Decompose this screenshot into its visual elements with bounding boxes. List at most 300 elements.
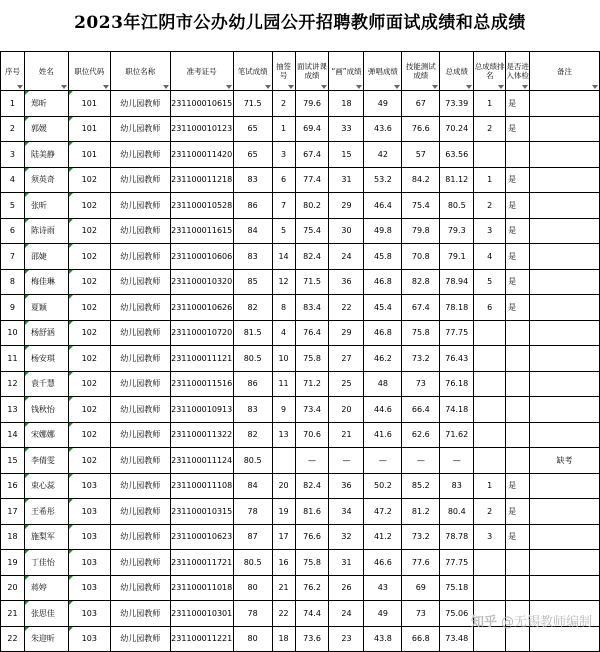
cell-singing-score[interactable]: 43.6	[364, 116, 402, 142]
cell-name[interactable]: 夏颖	[24, 295, 68, 321]
cell-singing-score[interactable]: 46.8	[364, 320, 402, 346]
cell-total-score[interactable]: 79.1	[440, 244, 474, 270]
cell-singing-score[interactable]: 41.2	[364, 524, 402, 550]
cell-ticket-number[interactable]: 231100010720	[170, 320, 233, 346]
cell-singing-score[interactable]: 49.8	[364, 218, 402, 244]
cell-draw-number[interactable]: 9	[272, 397, 295, 423]
cell-skill-score[interactable]: —	[402, 448, 440, 474]
cell-skill-score[interactable]: 75.4	[402, 193, 440, 219]
filter-dropdown-icon[interactable]	[265, 85, 271, 89]
cell-singing-score[interactable]: 43	[364, 575, 402, 601]
cell-draw-number[interactable]: 10	[272, 346, 295, 372]
cell-drawing-score[interactable]: 18	[329, 91, 364, 117]
cell-lecture-score[interactable]: 74.4	[295, 601, 329, 627]
cell-total-score[interactable]: 83	[440, 473, 474, 499]
cell-position-name[interactable]: 幼儿园教师	[110, 91, 170, 117]
cell-position-code[interactable]: 103	[68, 575, 110, 601]
cell-physical-exam[interactable]	[506, 346, 530, 372]
cell-index[interactable]: 7	[1, 244, 25, 270]
cell-ticket-number[interactable]: 231100011018	[170, 575, 233, 601]
cell-index[interactable]: 6	[1, 218, 25, 244]
cell-physical-exam[interactable]: 是	[506, 524, 530, 550]
cell-draw-number[interactable]: 7	[272, 193, 295, 219]
cell-remarks[interactable]	[530, 397, 600, 423]
cell-lecture-score[interactable]: 75.8	[295, 346, 329, 372]
cell-remarks[interactable]: 缺考	[530, 448, 600, 474]
cell-skill-score[interactable]: 57	[402, 142, 440, 168]
cell-index[interactable]: 17	[1, 499, 25, 525]
cell-position-name[interactable]: 幼儿园教师	[110, 626, 170, 652]
cell-skill-score[interactable]: 84.2	[402, 167, 440, 193]
cell-ticket-number[interactable]: 231100011124	[170, 448, 233, 474]
cell-ticket-number[interactable]: 231100010315	[170, 499, 233, 525]
cell-position-name[interactable]: 幼儿园教师	[110, 473, 170, 499]
cell-skill-score[interactable]: 81.2	[402, 499, 440, 525]
cell-ticket-number[interactable]: 231100011218	[170, 167, 233, 193]
filter-dropdown-icon[interactable]	[394, 85, 400, 89]
cell-physical-exam[interactable]: 是	[506, 269, 530, 295]
cell-drawing-score[interactable]: 26	[329, 575, 364, 601]
cell-name[interactable]: 郑昕	[24, 91, 68, 117]
cell-singing-score[interactable]: 50.2	[364, 473, 402, 499]
cell-lecture-score[interactable]: 76.4	[295, 320, 329, 346]
cell-total-rank[interactable]: 6	[474, 295, 506, 321]
filter-dropdown-icon[interactable]	[103, 85, 109, 89]
cell-physical-exam[interactable]: 是	[506, 244, 530, 270]
cell-position-name[interactable]: 幼儿园教师	[110, 601, 170, 627]
cell-position-code[interactable]: 102	[68, 448, 110, 474]
cell-remarks[interactable]	[530, 346, 600, 372]
cell-drawing-score[interactable]: 20	[329, 397, 364, 423]
cell-total-rank[interactable]: 2	[474, 116, 506, 142]
cell-name[interactable]: 施梨军	[24, 524, 68, 550]
cell-total-rank[interactable]	[474, 320, 506, 346]
cell-singing-score[interactable]: 49	[364, 601, 402, 627]
cell-lecture-score[interactable]: 73.4	[295, 397, 329, 423]
cell-name[interactable]: 陆美静	[24, 142, 68, 168]
filter-dropdown-icon[interactable]	[498, 85, 504, 89]
cell-total-rank[interactable]	[474, 448, 506, 474]
cell-lecture-score[interactable]: 67.4	[295, 142, 329, 168]
cell-drawing-score[interactable]: 24	[329, 601, 364, 627]
cell-total-score[interactable]: 80.4	[440, 499, 474, 525]
cell-singing-score[interactable]: —	[364, 448, 402, 474]
header-skill-score[interactable]	[402, 52, 440, 91]
cell-index[interactable]: 22	[1, 626, 25, 652]
cell-ticket-number[interactable]: 231100011420	[170, 142, 233, 168]
cell-drawing-score[interactable]: 34	[329, 499, 364, 525]
cell-name[interactable]: 杨舒涵	[24, 320, 68, 346]
cell-physical-exam[interactable]: 是	[506, 91, 530, 117]
cell-ticket-number[interactable]: 231100010606	[170, 244, 233, 270]
cell-singing-score[interactable]: 48	[364, 371, 402, 397]
cell-total-rank[interactable]: 1	[474, 167, 506, 193]
cell-written-score[interactable]: 82	[233, 295, 272, 321]
cell-written-score[interactable]: 85	[233, 269, 272, 295]
cell-draw-number[interactable]: 14	[272, 244, 295, 270]
cell-position-code[interactable]: 101	[68, 116, 110, 142]
cell-remarks[interactable]	[530, 244, 600, 270]
cell-lecture-score[interactable]: 83.4	[295, 295, 329, 321]
cell-written-score[interactable]: 83	[233, 167, 272, 193]
cell-total-score[interactable]: 75.18	[440, 575, 474, 601]
cell-total-score[interactable]: 79.3	[440, 218, 474, 244]
cell-physical-exam[interactable]: 是	[506, 193, 530, 219]
cell-physical-exam[interactable]	[506, 397, 530, 423]
cell-name[interactable]: 张思佳	[24, 601, 68, 627]
cell-total-score[interactable]: 74.18	[440, 397, 474, 423]
cell-remarks[interactable]	[530, 371, 600, 397]
cell-position-name[interactable]: 幼儿园教师	[110, 167, 170, 193]
cell-index[interactable]: 20	[1, 575, 25, 601]
cell-name[interactable]: 宋娜娜	[24, 422, 68, 448]
cell-written-score[interactable]: 80.5	[233, 448, 272, 474]
cell-skill-score[interactable]: 73.2	[402, 346, 440, 372]
cell-remarks[interactable]	[530, 116, 600, 142]
cell-total-score[interactable]: 77.75	[440, 550, 474, 576]
cell-written-score[interactable]: 86	[233, 371, 272, 397]
cell-name[interactable]: 张昕	[24, 193, 68, 219]
cell-ticket-number[interactable]: 231100010615	[170, 91, 233, 117]
cell-position-code[interactable]: 103	[68, 473, 110, 499]
cell-remarks[interactable]	[530, 524, 600, 550]
filter-dropdown-icon[interactable]	[17, 85, 23, 89]
cell-ticket-number[interactable]: 231100010913	[170, 397, 233, 423]
cell-draw-number[interactable]: 5	[272, 218, 295, 244]
cell-position-name[interactable]: 幼儿园教师	[110, 269, 170, 295]
cell-skill-score[interactable]: 82.8	[402, 269, 440, 295]
cell-singing-score[interactable]: 53.2	[364, 167, 402, 193]
cell-written-score[interactable]: 83	[233, 397, 272, 423]
cell-position-code[interactable]: 101	[68, 142, 110, 168]
cell-skill-score[interactable]: 85.2	[402, 473, 440, 499]
header-name[interactable]	[24, 52, 68, 91]
cell-name[interactable]: 朱迎昕	[24, 626, 68, 652]
cell-lecture-score[interactable]: 76.2	[295, 575, 329, 601]
cell-written-score[interactable]: 80	[233, 575, 272, 601]
cell-name[interactable]: 束心蕊	[24, 473, 68, 499]
cell-singing-score[interactable]: 46.6	[364, 550, 402, 576]
cell-physical-exam[interactable]: 是	[506, 473, 530, 499]
cell-total-score[interactable]: 78.18	[440, 295, 474, 321]
cell-drawing-score[interactable]: 33	[329, 116, 364, 142]
cell-drawing-score[interactable]: 31	[329, 167, 364, 193]
cell-written-score[interactable]: 87	[233, 524, 272, 550]
cell-position-name[interactable]: 幼儿园教师	[110, 346, 170, 372]
cell-position-name[interactable]: 幼儿园教师	[110, 422, 170, 448]
filter-dropdown-icon[interactable]	[61, 85, 67, 89]
header-index[interactable]	[1, 52, 25, 91]
cell-skill-score[interactable]: 69	[402, 575, 440, 601]
cell-physical-exam[interactable]	[506, 550, 530, 576]
cell-ticket-number[interactable]: 231100010528	[170, 193, 233, 219]
cell-ticket-number[interactable]: 231100011516	[170, 371, 233, 397]
cell-draw-number[interactable]: 6	[272, 167, 295, 193]
header-position-name[interactable]	[110, 52, 170, 91]
cell-position-name[interactable]: 幼儿园教师	[110, 524, 170, 550]
cell-draw-number[interactable]: 1	[272, 116, 295, 142]
cell-physical-exam[interactable]: 是	[506, 295, 530, 321]
cell-draw-number[interactable]: 11	[272, 371, 295, 397]
header-singing-score[interactable]	[364, 52, 402, 91]
cell-total-score[interactable]: 81.12	[440, 167, 474, 193]
cell-drawing-score[interactable]: 30	[329, 218, 364, 244]
filter-dropdown-icon[interactable]	[466, 85, 472, 89]
cell-index[interactable]: 3	[1, 142, 25, 168]
cell-ticket-number[interactable]: 231100010301	[170, 601, 233, 627]
cell-drawing-score[interactable]: 23	[329, 626, 364, 652]
filter-dropdown-icon[interactable]	[163, 85, 169, 89]
cell-index[interactable]: 11	[1, 346, 25, 372]
cell-index[interactable]: 18	[1, 524, 25, 550]
cell-lecture-score[interactable]: 82.4	[295, 473, 329, 499]
cell-total-rank[interactable]	[474, 142, 506, 168]
cell-drawing-score[interactable]: 36	[329, 473, 364, 499]
cell-remarks[interactable]	[530, 218, 600, 244]
cell-lecture-score[interactable]: 76.6	[295, 524, 329, 550]
filter-dropdown-icon[interactable]	[226, 85, 232, 89]
cell-total-rank[interactable]: 1	[474, 473, 506, 499]
header-lecture-score[interactable]	[295, 52, 329, 91]
cell-total-score[interactable]: 77.75	[440, 320, 474, 346]
cell-draw-number[interactable]: 20	[272, 473, 295, 499]
cell-ticket-number[interactable]: 231100010626	[170, 295, 233, 321]
cell-lecture-score[interactable]: 73.6	[295, 626, 329, 652]
cell-drawing-score[interactable]: 21	[329, 422, 364, 448]
filter-dropdown-icon[interactable]	[522, 85, 528, 89]
cell-index[interactable]: 15	[1, 448, 25, 474]
cell-lecture-score[interactable]: 75.8	[295, 550, 329, 576]
cell-written-score[interactable]: 83	[233, 244, 272, 270]
cell-total-score[interactable]: 63.56	[440, 142, 474, 168]
cell-total-rank[interactable]	[474, 371, 506, 397]
cell-name[interactable]: 杨安琪	[24, 346, 68, 372]
cell-total-score[interactable]: 80.5	[440, 193, 474, 219]
cell-physical-exam[interactable]	[506, 320, 530, 346]
cell-name[interactable]: 邵婕	[24, 244, 68, 270]
cell-skill-score[interactable]: 67	[402, 91, 440, 117]
cell-lecture-score[interactable]: 71.2	[295, 371, 329, 397]
cell-position-code[interactable]: 102	[68, 346, 110, 372]
cell-position-name[interactable]: 幼儿园教师	[110, 244, 170, 270]
cell-draw-number[interactable]: 13	[272, 422, 295, 448]
cell-drawing-score[interactable]: 27	[329, 346, 364, 372]
cell-skill-score[interactable]: 77.6	[402, 550, 440, 576]
cell-position-code[interactable]: 102	[68, 218, 110, 244]
filter-dropdown-icon[interactable]	[592, 85, 598, 89]
cell-position-name[interactable]: 幼儿园教师	[110, 575, 170, 601]
cell-index[interactable]: 9	[1, 295, 25, 321]
cell-draw-number[interactable]: 4	[272, 320, 295, 346]
cell-position-name[interactable]: 幼儿园教师	[110, 295, 170, 321]
header-total-score[interactable]	[440, 52, 474, 91]
cell-singing-score[interactable]: 41.6	[364, 422, 402, 448]
cell-singing-score[interactable]: 46.4	[364, 193, 402, 219]
cell-remarks[interactable]	[530, 575, 600, 601]
cell-lecture-score[interactable]: 70.6	[295, 422, 329, 448]
cell-total-rank[interactable]: 2	[474, 193, 506, 219]
cell-name[interactable]: 袁千慧	[24, 371, 68, 397]
cell-drawing-score[interactable]: 29	[329, 193, 364, 219]
cell-written-score[interactable]: 80.5	[233, 346, 272, 372]
cell-draw-number[interactable]: 22	[272, 601, 295, 627]
cell-written-score[interactable]: 84	[233, 218, 272, 244]
cell-position-name[interactable]: 幼儿园教师	[110, 550, 170, 576]
cell-draw-number[interactable]: 2	[272, 91, 295, 117]
cell-position-name[interactable]: 幼儿园教师	[110, 142, 170, 168]
cell-singing-score[interactable]: 45.4	[364, 295, 402, 321]
cell-physical-exam[interactable]	[506, 575, 530, 601]
cell-drawing-score[interactable]: 24	[329, 244, 364, 270]
header-draw-number[interactable]	[272, 52, 295, 91]
header-physical-exam[interactable]	[506, 52, 530, 91]
cell-lecture-score[interactable]: 69.4	[295, 116, 329, 142]
cell-total-score[interactable]: —	[440, 448, 474, 474]
cell-skill-score[interactable]: 73	[402, 601, 440, 627]
cell-drawing-score[interactable]: 32	[329, 524, 364, 550]
header-total-rank[interactable]	[474, 52, 506, 91]
cell-ticket-number[interactable]: 231100011221	[170, 626, 233, 652]
cell-singing-score[interactable]: 47.2	[364, 499, 402, 525]
cell-lecture-score[interactable]: 75.4	[295, 218, 329, 244]
cell-index[interactable]: 12	[1, 371, 25, 397]
cell-skill-score[interactable]: 70.8	[402, 244, 440, 270]
cell-total-rank[interactable]	[474, 575, 506, 601]
cell-remarks[interactable]	[530, 295, 600, 321]
cell-written-score[interactable]: 86	[233, 193, 272, 219]
cell-written-score[interactable]: 84	[233, 473, 272, 499]
cell-draw-number[interactable]: 21	[272, 575, 295, 601]
cell-drawing-score[interactable]: 22	[329, 295, 364, 321]
cell-written-score[interactable]: 78	[233, 499, 272, 525]
header-drawing-score[interactable]	[329, 52, 364, 91]
cell-singing-score[interactable]: 42	[364, 142, 402, 168]
cell-position-code[interactable]: 103	[68, 524, 110, 550]
cell-draw-number[interactable]: 17	[272, 524, 295, 550]
cell-position-code[interactable]: 102	[68, 167, 110, 193]
cell-name[interactable]: 钱秋怡	[24, 397, 68, 423]
cell-lecture-score[interactable]: 81.6	[295, 499, 329, 525]
cell-total-rank[interactable]: 3	[474, 524, 506, 550]
cell-written-score[interactable]: 65	[233, 142, 272, 168]
cell-remarks[interactable]	[530, 422, 600, 448]
filter-dropdown-icon[interactable]	[321, 85, 327, 89]
cell-physical-exam[interactable]: 是	[506, 499, 530, 525]
cell-draw-number[interactable]	[272, 448, 295, 474]
cell-skill-score[interactable]: 76.6	[402, 116, 440, 142]
cell-skill-score[interactable]: 75.8	[402, 320, 440, 346]
cell-position-name[interactable]: 幼儿园教师	[110, 218, 170, 244]
cell-position-code[interactable]: 101	[68, 91, 110, 117]
cell-physical-exam[interactable]	[506, 142, 530, 168]
cell-total-rank[interactable]: 2	[474, 499, 506, 525]
cell-written-score[interactable]: 71.5	[233, 91, 272, 117]
cell-ticket-number[interactable]: 231100011108	[170, 473, 233, 499]
cell-index[interactable]: 8	[1, 269, 25, 295]
cell-index[interactable]: 21	[1, 601, 25, 627]
header-remarks[interactable]	[530, 52, 600, 91]
cell-total-score[interactable]: 76.18	[440, 371, 474, 397]
cell-position-name[interactable]: 幼儿园教师	[110, 320, 170, 346]
cell-ticket-number[interactable]: 231100011322	[170, 422, 233, 448]
cell-total-score[interactable]: 75.06	[440, 601, 474, 627]
header-position-code[interactable]	[68, 52, 110, 91]
cell-drawing-score[interactable]: —	[329, 448, 364, 474]
cell-draw-number[interactable]: 3	[272, 142, 295, 168]
cell-name[interactable]: 丁佳怡	[24, 550, 68, 576]
cell-physical-exam[interactable]: 是	[506, 218, 530, 244]
cell-skill-score[interactable]: 66.4	[402, 397, 440, 423]
cell-position-name[interactable]: 幼儿园教师	[110, 448, 170, 474]
cell-written-score[interactable]: 80	[233, 626, 272, 652]
cell-remarks[interactable]	[530, 320, 600, 346]
cell-lecture-score[interactable]: 77.4	[295, 167, 329, 193]
cell-draw-number[interactable]: 16	[272, 550, 295, 576]
cell-skill-score[interactable]: 79.8	[402, 218, 440, 244]
cell-skill-score[interactable]: 73	[402, 371, 440, 397]
cell-total-score[interactable]: 76.43	[440, 346, 474, 372]
cell-lecture-score[interactable]: 71.5	[295, 269, 329, 295]
cell-remarks[interactable]	[530, 499, 600, 525]
cell-ticket-number[interactable]: 231100010123	[170, 116, 233, 142]
cell-physical-exam[interactable]: 是	[506, 167, 530, 193]
cell-index[interactable]: 13	[1, 397, 25, 423]
cell-lecture-score[interactable]: —	[295, 448, 329, 474]
cell-written-score[interactable]: 65	[233, 116, 272, 142]
cell-position-code[interactable]: 103	[68, 601, 110, 627]
filter-dropdown-icon[interactable]	[432, 85, 438, 89]
cell-index[interactable]: 16	[1, 473, 25, 499]
cell-draw-number[interactable]: 19	[272, 499, 295, 525]
cell-physical-exam[interactable]	[506, 371, 530, 397]
cell-skill-score[interactable]: 66.8	[402, 626, 440, 652]
cell-position-code[interactable]: 102	[68, 422, 110, 448]
cell-position-code[interactable]: 102	[68, 295, 110, 321]
cell-drawing-score[interactable]: 36	[329, 269, 364, 295]
cell-written-score[interactable]: 82	[233, 422, 272, 448]
cell-skill-score[interactable]: 67.4	[402, 295, 440, 321]
cell-total-score[interactable]: 70.24	[440, 116, 474, 142]
cell-remarks[interactable]	[530, 142, 600, 168]
cell-lecture-score[interactable]: 79.6	[295, 91, 329, 117]
header-ticket-number[interactable]	[170, 52, 233, 91]
cell-total-rank[interactable]	[474, 422, 506, 448]
cell-index[interactable]: 1	[1, 91, 25, 117]
cell-physical-exam[interactable]: 是	[506, 116, 530, 142]
cell-remarks[interactable]	[530, 269, 600, 295]
cell-total-rank[interactable]	[474, 550, 506, 576]
cell-total-rank[interactable]: 1	[474, 91, 506, 117]
cell-total-rank[interactable]	[474, 346, 506, 372]
cell-total-score[interactable]: 71.62	[440, 422, 474, 448]
cell-position-code[interactable]: 102	[68, 269, 110, 295]
cell-name[interactable]: 郭媛	[24, 116, 68, 142]
cell-name[interactable]: 陈诗雨	[24, 218, 68, 244]
filter-dropdown-icon[interactable]	[356, 85, 362, 89]
cell-name[interactable]: 李倩雯	[24, 448, 68, 474]
cell-index[interactable]: 10	[1, 320, 25, 346]
cell-remarks[interactable]	[530, 473, 600, 499]
cell-drawing-score[interactable]: 29	[329, 320, 364, 346]
cell-position-code[interactable]: 103	[68, 626, 110, 652]
cell-drawing-score[interactable]: 31	[329, 550, 364, 576]
cell-written-score[interactable]: 80.5	[233, 550, 272, 576]
cell-skill-score[interactable]: 62.6	[402, 422, 440, 448]
cell-position-code[interactable]: 102	[68, 320, 110, 346]
filter-dropdown-icon[interactable]	[288, 85, 294, 89]
cell-singing-score[interactable]: 49	[364, 91, 402, 117]
cell-written-score[interactable]: 81.5	[233, 320, 272, 346]
